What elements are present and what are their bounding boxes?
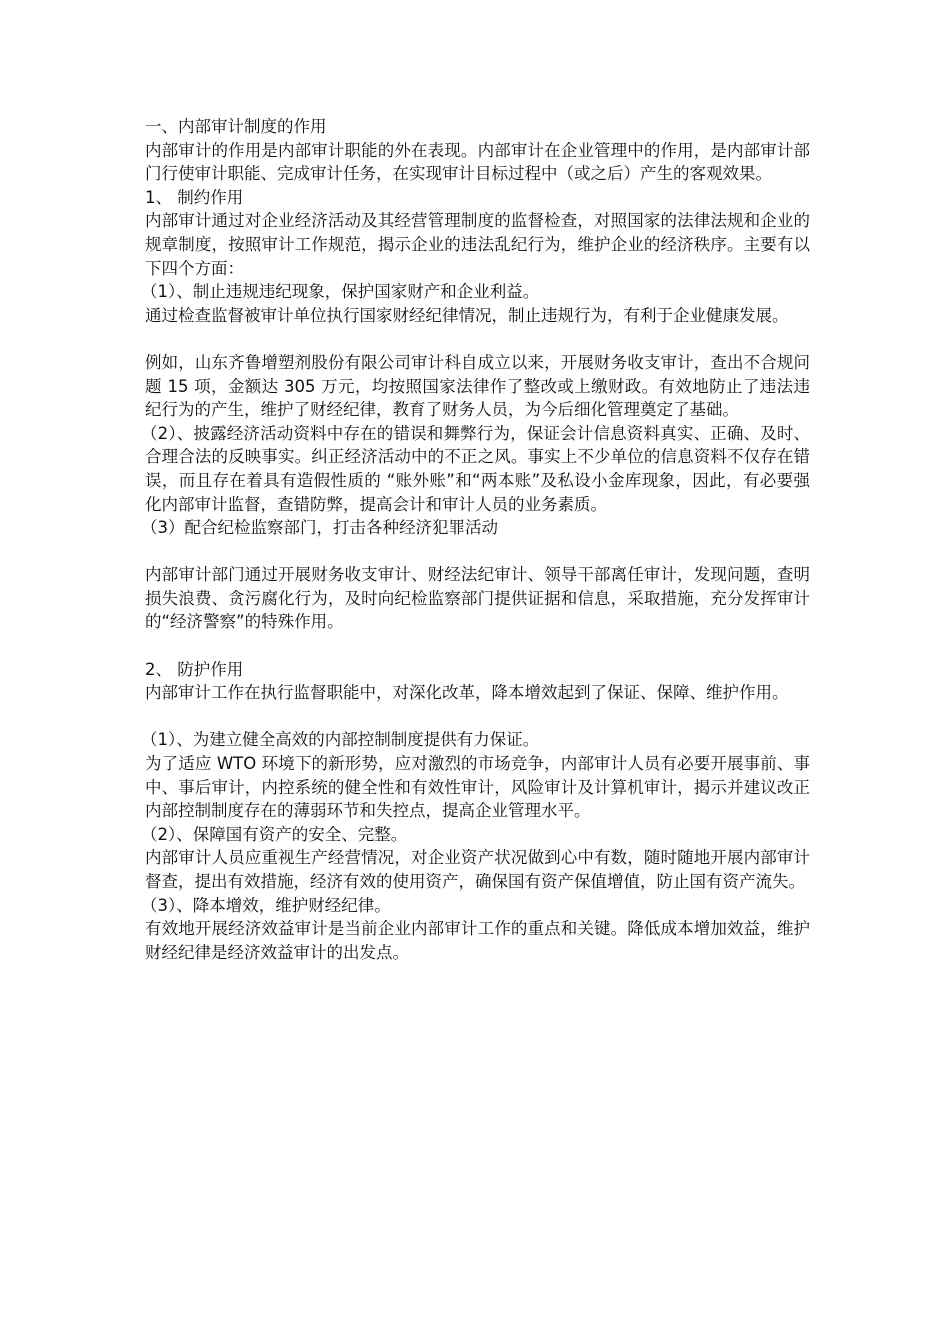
s1-item1-title: （1）、制止违规违纪现象，保护国家财产和企业利益。: [141, 282, 540, 302]
spacer: [145, 540, 810, 564]
spacer: [145, 634, 810, 658]
spacer: [145, 705, 810, 729]
s2-item3-title: （3）、降本增效，维护财经纪律。: [141, 895, 391, 915]
spacer: [145, 327, 810, 351]
s2-item1-body: 为了适应 WTO 环境下的新形势，应对激烈的市场竞争，内部审计人员有必要开展事前、事中、事后审计，内控系统的健全性和有效性审计，风险审计及计算机审计，揭示并建议改正内部控制制度存在的薄弱环节和失控点，提高企业管理水平。: [145, 754, 810, 821]
section-1-body: 内部审计通过对企业经济活动及其经营管理制度的监督检查，对照国家的法律法规和企业的规章制度，按照审计工作规范，揭示企业的违法乱纪行为，维护企业的经济秩序。主要有以下四个方面：: [145, 211, 810, 278]
s1-example-paragraph: 例如，山东齐鲁增塑剂股份有限公司审计科自成立以来，开展财务收支审计，查出不合规问题 15 项，金额达 305 万元，均按照国家法律作了整改或上缴财政。有效地防止了违法违纪行为的产生，维护了财经纪律，教育了财务人员，为今后细化管理奠定了基础。: [145, 352, 810, 420]
s2-item1-title: （1）、为建立健全高效的内部控制制度提供有力保证。: [141, 730, 540, 750]
section-2-title: 2、 防护作用: [145, 659, 244, 679]
s1-item1-body: 通过检查监督被审计单位执行国家财经纪律情况，制止违规行为，有利于企业健康发展。: [145, 305, 789, 325]
s1-item3-body: 内部审计部门通过开展财务收支审计、财经法纪审计、领导干部离任审计，发现问题，查明损失浪费、贪污腐化行为，及时向纪检监察部门提供证据和信息，采取措施，充分发挥审计的“经济警察”的特殊作用。: [145, 565, 810, 632]
section-2-body: 内部审计工作在执行监督职能中，对深化改革，降本增效起到了保证、保障、维护作用。: [145, 683, 789, 703]
s2-item2-body: 内部审计人员应重视生产经营情况，对企业资产状况做到心中有数，随时随地开展内部审计督查，提出有效措施，经济有效的使用资产，确保国有资产保值增值，防止国有资产流失。: [145, 848, 810, 891]
heading-internal-audit-role: 一、内部审计制度的作用: [145, 117, 327, 136]
document-page: [141, 115, 810, 964]
s1-item2-paragraph: （2）、披露经济活动资料中存在的错误和舞弊行为，保证会计信息资料真实、正确、及时、合理合法的反映事实。纠正经济活动中的不正之风。事实上不少单位的信息资料不仅存在错误，而且存在着具有造假性质的 “账外账”和“两本账”及私设小金库现象，因此，有必要强化内部审计监督，查错防弊，提高会计和审计人员的业务素质。: [141, 423, 810, 514]
s1-item3-title: （3）配合纪检监察部门，打击各种经济犯罪活动: [141, 518, 498, 538]
s2-item3-body: 有效地开展经济效益审计是当前企业内部审计工作的重点和关键。降低成本增加效益，维护财经纪律是经济效益审计的出发点。: [145, 919, 810, 962]
intro-paragraph: 内部审计的作用是内部审计职能的外在表现。内部审计在企业管理中的作用，是内部审计部门行使审计职能、完成审计任务，在实现审计目标过程中（或之后）产生的客观效果。: [145, 140, 810, 184]
section-1-title: 1、 制约作用: [145, 187, 244, 207]
s2-item2-title: （2）、保障国有资产的安全、完整。: [141, 824, 408, 844]
